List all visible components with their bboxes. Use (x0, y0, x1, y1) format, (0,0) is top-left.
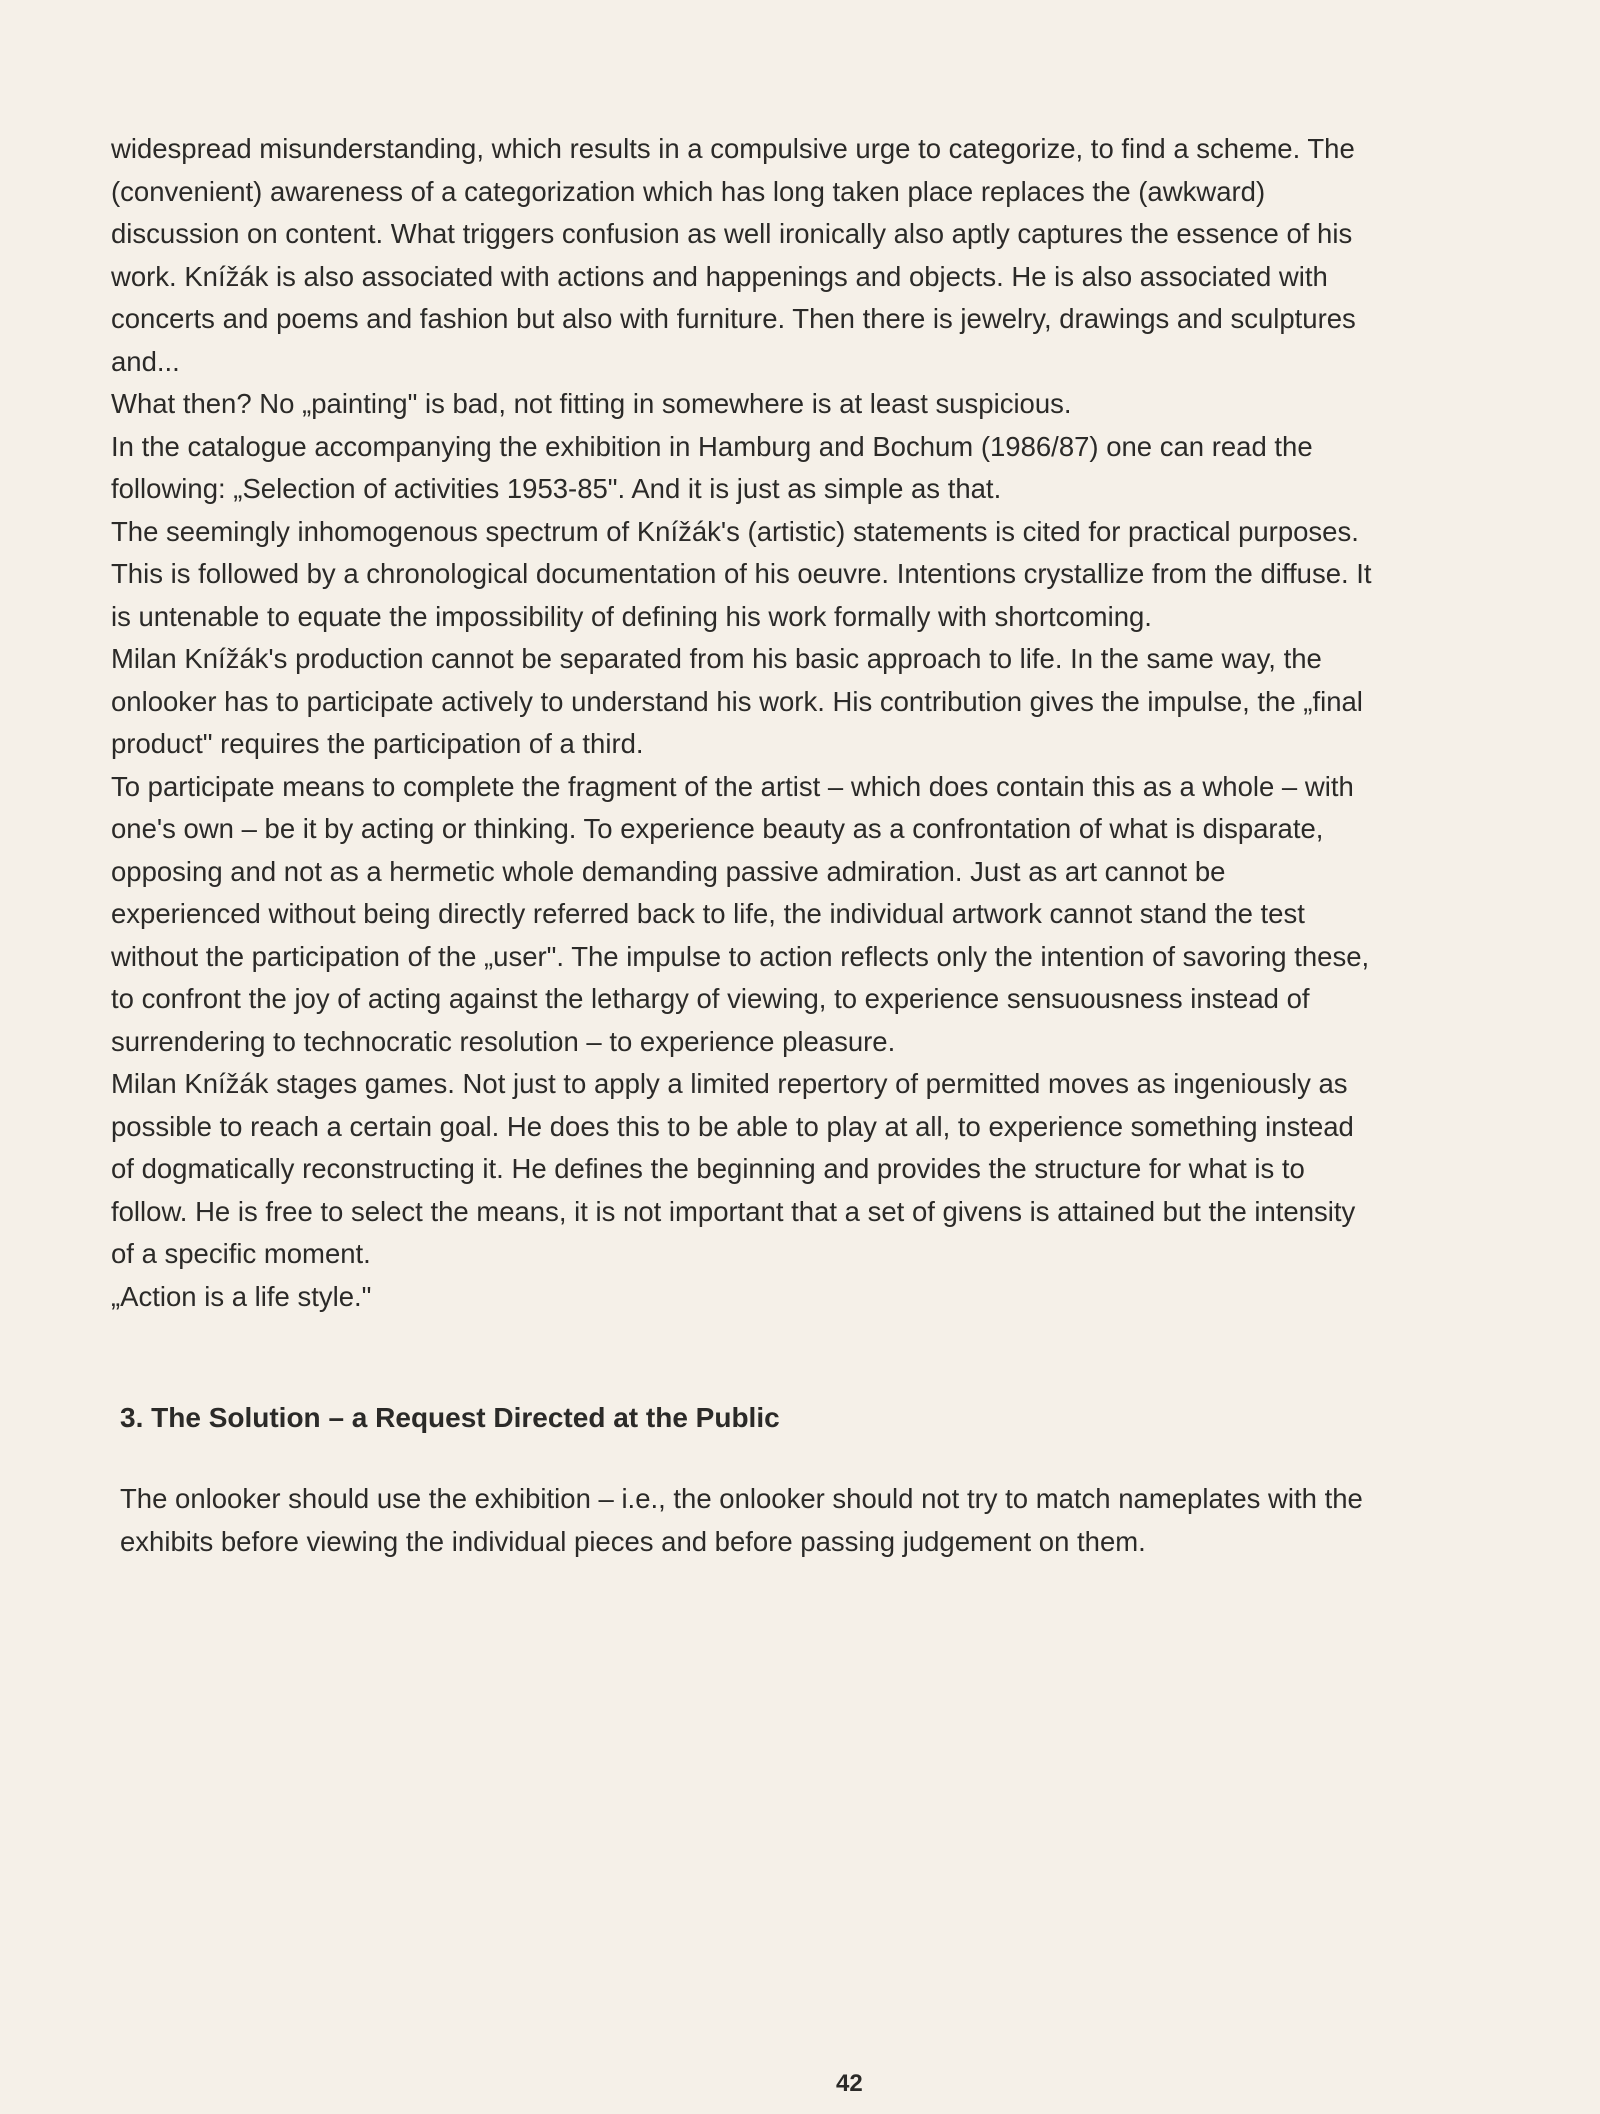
text-line: follow. He is free to select the means, it is not important that a set of givens is attained but the intensity (111, 1195, 1356, 1227)
body-text (111, 128, 1571, 1318)
text-line: of a specific moment. (111, 1238, 371, 1269)
text-line: (convenient) awareness of a categorization which has long taken place replaces the (awkward) (111, 175, 1266, 207)
text-line: To participate means to complete the fragment of the artist – which does contain this as a whole – with (111, 770, 1354, 802)
text-line: following: „Selection of activities 1953-85". And it is just as simple as that. (111, 473, 1002, 504)
text-line: onlooker has to participate actively to understand his work. His contribution gives the impulse, the „final (111, 685, 1363, 717)
text-line: discussion on content. What triggers confusion as well ironically also aptly captures the essence of his (111, 218, 1353, 249)
final-paragraph (120, 1478, 1363, 1563)
text-line: concerts and poems and fashion but also with furniture. Then there is jewelry, drawings and sculptures (111, 303, 1356, 334)
section-heading: 3. The Solution – a Request Directed at the Public (120, 1402, 780, 1433)
text-line: This is followed by a chronological documentation of his oeuvre. Intentions crystallize from the diffuse. It (111, 558, 1372, 589)
page-number: 42 (836, 2070, 863, 2097)
text-line: What then? No „painting" is bad, not fitting in somewhere is at least suspicious. (111, 388, 1072, 419)
text-line: Milan Knížák's production cannot be separated from his basic approach to life. In the same way, the (111, 643, 1322, 674)
text-line: The onlooker should use the exhibition – i.e., the onlooker should not try to match nameplates with the (120, 1483, 1363, 1514)
text-line: without the participation of the „user". The impulse to action reflects only the intention of savoring these, (111, 940, 1370, 972)
text-line: to confront the joy of acting against the lethargy of viewing, to experience sensuousness instead of (111, 983, 1310, 1014)
text-line: opposing and not as a hermetic whole demanding passive admiration. Just as art cannot be (111, 855, 1226, 887)
text-line: experienced without being directly referred back to life, the individual artwork cannot stand the test (111, 898, 1305, 929)
text-line: Milan Knížák stages games. Not just to apply a limited repertory of permitted moves as ingeniously as (111, 1068, 1348, 1099)
text-line: of dogmatically reconstructing it. He defines the beginning and provides the structure for what is to (111, 1153, 1305, 1184)
text-line: possible to reach a certain goal. He does this to be able to play at all, to experience something instead (111, 1110, 1354, 1142)
text-line: widespread misunderstanding, which results in a compulsive urge to categorize, to find a scheme. The (111, 133, 1355, 164)
text-line: product" requires the participation of a third. (111, 728, 644, 759)
text-line: work. Knížák is also associated with actions and happenings and objects. He is also associated with (111, 260, 1328, 292)
text-line: one's own – be it by acting or thinking. To experience beauty as a confrontation of what is disparate, (111, 813, 1324, 844)
text-line: exhibits before viewing the individual pieces and before passing judgement on them. (120, 1525, 1146, 1557)
text-line: The seemingly inhomogenous spectrum of Knížák's (artistic) statements is cited for practical purposes. (111, 515, 1359, 547)
text-line: „Action is a life style." (111, 1280, 372, 1312)
text-line: surrendering to technocratic resolution – to experience pleasure. (111, 1025, 896, 1057)
text-line: In the catalogue accompanying the exhibition in Hamburg and Bochum (1986/87) one can read the (111, 430, 1313, 462)
text-line: and... (111, 345, 180, 377)
text-line: is untenable to equate the impossibility of defining his work formally with shortcoming. (111, 600, 1152, 632)
